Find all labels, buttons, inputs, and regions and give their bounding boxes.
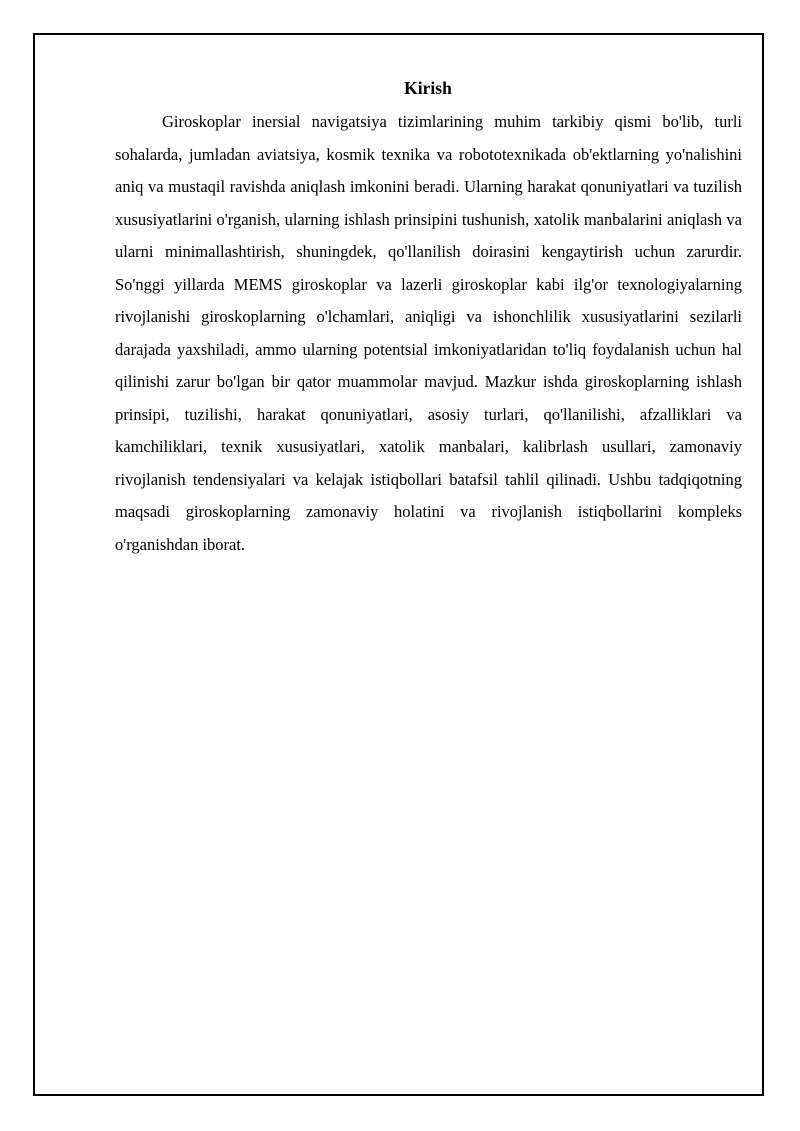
- page-title: Kirish: [404, 78, 452, 98]
- intro-paragraph: Giroskoplar inersial navigatsiya tizimlarining muhim tarkibiy qismi bo'lib, turli sohalarda, jumladan aviatsiya, kosmik texnika va robototexnikada ob'ektlarning yo'nalishini aniq va mustaqil ravishda aniqlash imkonini beradi. Ularning harakat qonuniyatlari va tuzilish xususiyatlarini o'rganish, ularning ishlash prinsipini tushunish, xatolik manbalarini aniqlash va ularni minimallashtirish, shuningdek, qo'llanilish doirasini kengaytirish uchun zarurdir. So'nggi yillarda MEMS giroskoplar va lazerli giroskoplar kabi ilg'or texnologiyalarning rivojlanishi giroskoplarning o'lchamlari, aniqligi va ishonchlilik xususiyatlarini sezilarli darajada yaxshiladi, ammo ularning potentsial imkoniyatlaridan to'liq foydalanish uchun hal qilinishi zarur bo'lgan bir qator muammolar mavjud. Mazkur ishda giroskoplarning ishlash prinsipi, tuzilishi, harakat qonuniyatlari, asosiy turlari, qo'llanilishi, afzalliklari va kamchiliklari, texnik xususiyatlari, xatolik manbalari, kalibrlash usullari, zamonaviy rivojlanish tendensiyalari va kelajak istiqbollari batafsil tahlil qilinadi. Ushbu tadqiqotning maqsadi giroskoplarning zamonaviy holatini va rivojlanish istiqbollarini kompleks o'rganishdan iborat.: [115, 112, 742, 554]
